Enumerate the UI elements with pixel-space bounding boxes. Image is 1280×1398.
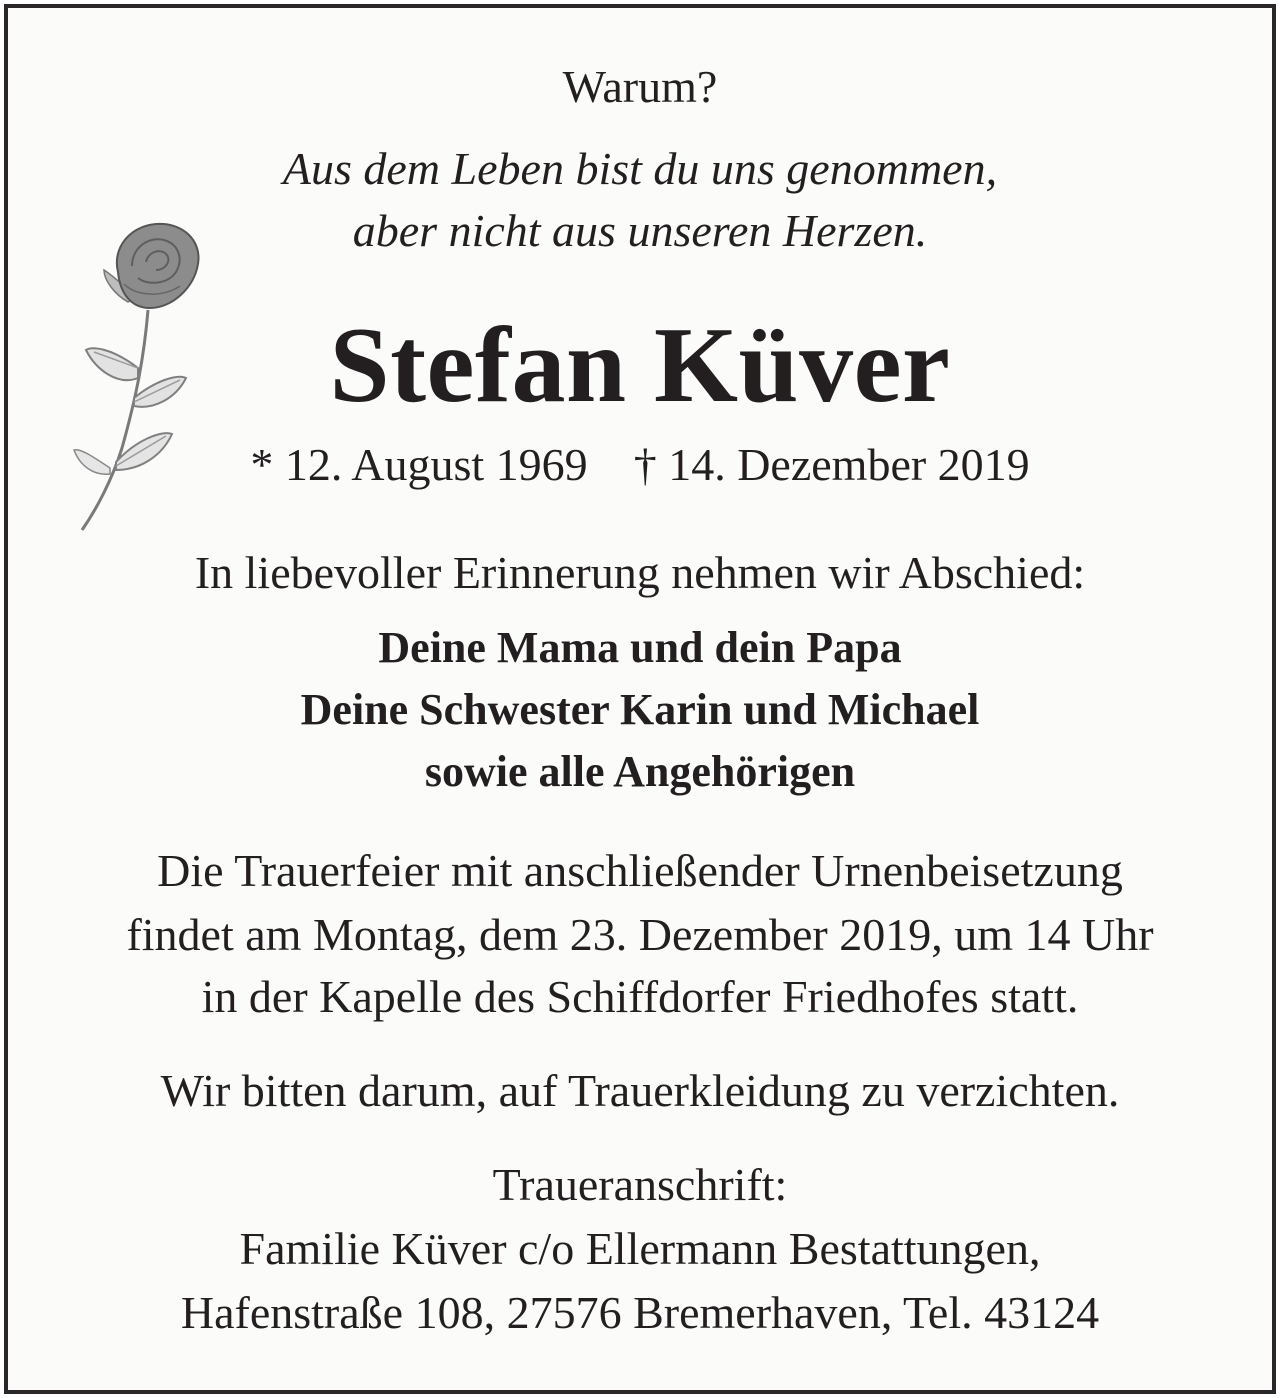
address-line: Familie Küver c/o Ellermann Bestattungen, xyxy=(239,1223,1041,1274)
ceremony-line: findet am Montag, dem 23. Dezember 2019, um 14 Uhr xyxy=(126,909,1154,960)
life-dates xyxy=(8,438,1272,491)
address-label: Traueranschrift: xyxy=(492,1159,788,1210)
ceremony-line: in der Kapelle des Schiffdorfer Friedhofes statt. xyxy=(201,971,1079,1022)
quote-line-2: aber nicht aus unseren Herzen. xyxy=(352,205,928,256)
birth-date: * 12. August 1969 xyxy=(250,439,588,490)
dress-request: Wir bitten darum, auf Trauerkleidung zu verzichten. xyxy=(160,1065,1120,1116)
heading: Warum? xyxy=(562,61,718,112)
death-date: † 14. Dezember 2019 xyxy=(633,439,1030,490)
family-line: sowie alle Angehörigen xyxy=(424,747,856,796)
ceremony-line: Die Trauerfeier mit anschließender Urnenbeisetzung xyxy=(157,845,1123,896)
address-line: Hafenstraße 108, 27576 Bremerhaven, Tel. 43124 xyxy=(180,1287,1100,1338)
family-line: Deine Schwester Karin und Michael xyxy=(300,685,980,734)
farewell-intro: In liebevoller Erinnerung nehmen wir Abschied: xyxy=(194,547,1086,598)
deceased-name: Stefan Küver xyxy=(329,306,951,425)
obituary-card xyxy=(4,4,1276,1394)
family-line: Deine Mama und dein Papa xyxy=(378,623,902,672)
quote-line-1: Aus dem Leben bist du uns genommen, xyxy=(282,143,998,194)
